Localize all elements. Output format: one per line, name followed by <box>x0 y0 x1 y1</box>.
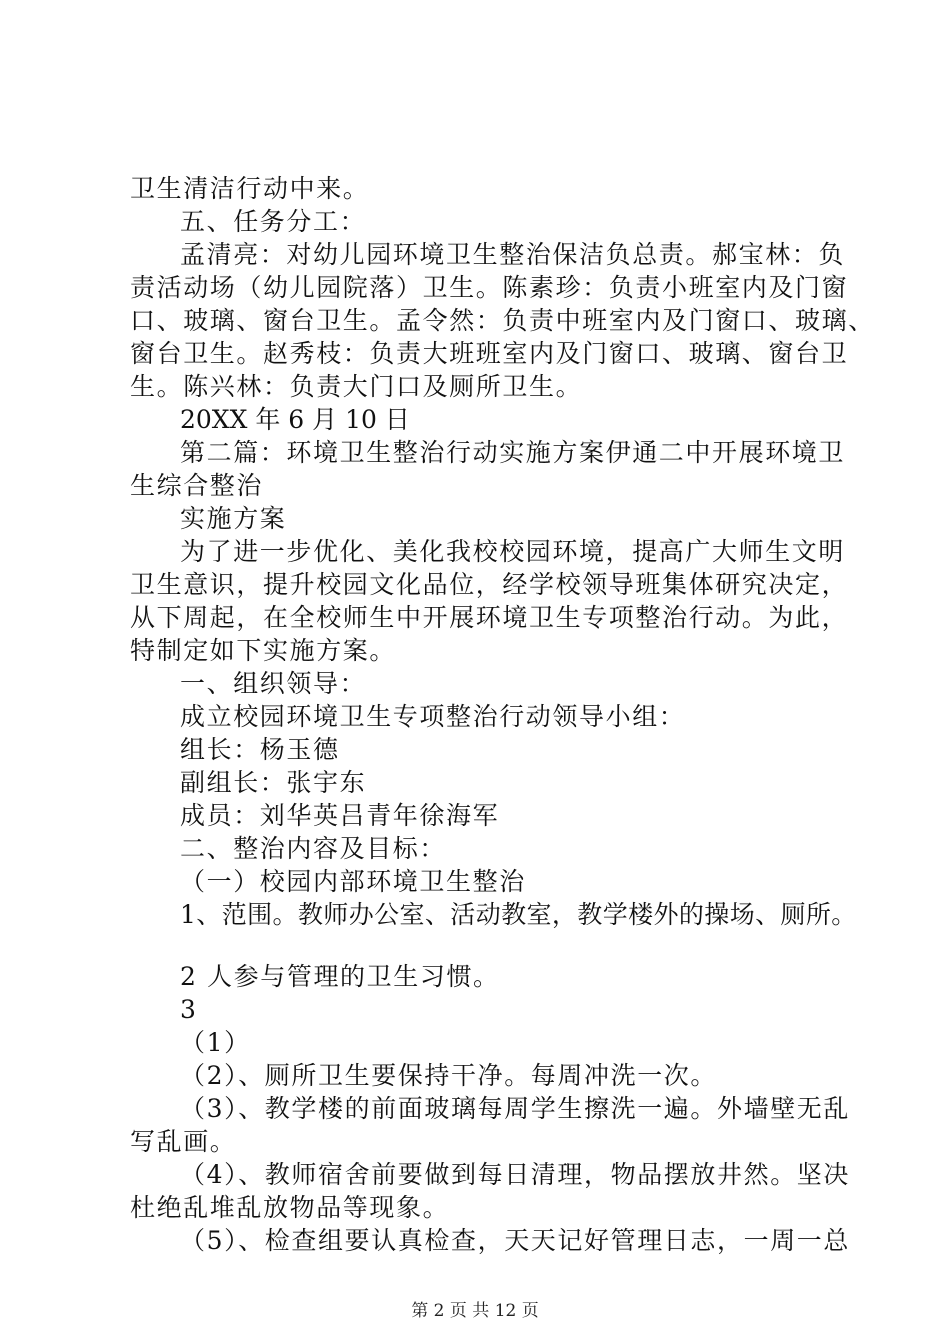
text-line: 为了进一步优化、美化我校校园环境，提高广大师生文明 <box>180 537 846 566</box>
chapter-title: 第二篇：环境卫生整治行动实施方案伊通二中开展环境卫 <box>180 438 846 467</box>
text-line: 窗台卫生。赵秀枝：负责大班班室内及门窗口、玻璃、窗台卫 <box>130 339 849 368</box>
text-line: 2 人参与管理的卫生习惯。 <box>180 962 500 991</box>
section-heading: 二、整治内容及目标： <box>180 834 447 863</box>
text-line: 卫生清洁行动中来。 <box>130 174 370 203</box>
text-line: 孟清亮：对幼儿园环境卫生整治保洁负总责。郝宝林：负 <box>180 240 846 269</box>
chapter-title: 生综合整治 <box>130 471 264 500</box>
section-heading: 一、组织领导： <box>180 669 367 698</box>
text-line: 成立校园环境卫生专项整治行动领导小组： <box>180 702 686 731</box>
text-line: 副组长：张宇东 <box>180 768 367 797</box>
text-line: 卫生意识，提升校园文化品位，经学校领导班集体研究决定， <box>130 570 849 599</box>
text-line: 口、玻璃、窗台卫生。孟令然：负责中班室内及门窗口、玻璃、 <box>130 306 875 335</box>
text-line: 1、范围。教师办公室、活动教室，教学楼外的操场、厕所。 <box>180 900 857 929</box>
text-line: 责活动场（幼儿园院落）卫生。陈素珍：负责小班室内及门窗 <box>130 273 849 302</box>
text-line: 写乱画。 <box>130 1127 237 1156</box>
list-item: （2）、厕所卫生要保持干净。每周冲洗一次。 <box>180 1061 718 1090</box>
text-line: 成员：刘华英吕青年徐海军 <box>180 801 500 830</box>
section-heading: （一）校园内部环境卫生整治 <box>180 867 526 896</box>
section-heading: 五、任务分工： <box>180 207 367 236</box>
section-heading: 实施方案 <box>180 504 287 533</box>
list-item: （3）、教学楼的前面玻璃每周学生擦洗一遍。外墙壁无乱 <box>180 1094 851 1123</box>
list-item: （1） <box>180 1028 251 1057</box>
date-line: 20XX 年 6 月 10 日 <box>180 405 410 434</box>
text-line: 生。陈兴林：负责大门口及厕所卫生。 <box>130 372 583 401</box>
page-number-footer: 第 2 页 共 12 页 <box>411 1301 539 1321</box>
text-line: 3 <box>180 995 198 1024</box>
text-line: 从下周起，在全校师生中开展环境卫生专项整治行动。为此， <box>130 603 849 632</box>
list-item: （5）、检查组要认真检查，天天记好管理日志，一周一总 <box>180 1226 851 1255</box>
text-line: 特制定如下实施方案。 <box>130 636 397 665</box>
list-item: （4）、教师宿舍前要做到每日清理，物品摆放井然。坚决 <box>180 1160 851 1189</box>
text-line: 组长：杨玉德 <box>180 735 340 764</box>
text-line: 杜绝乱堆乱放物品等现象。 <box>130 1193 450 1222</box>
